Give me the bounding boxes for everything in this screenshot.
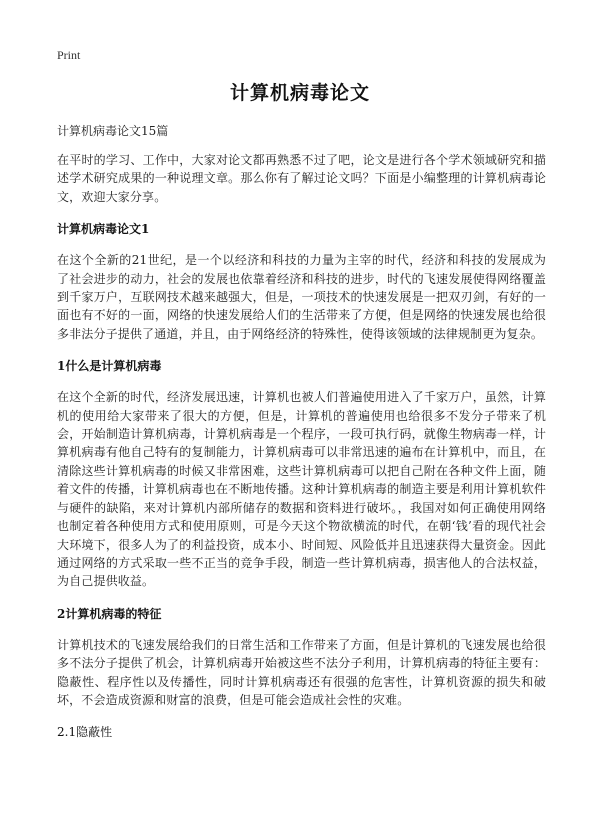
section-paragraph-1: 在这个全新的21世纪，是一个以经济和科技的力量为主宰的时代，经济和科技的发展成为了社会进步的动力，社会的发展也依靠着经济和科技的进步，时代的飞速发展使得网络覆盖到千家万户，互联网技术越来越强大，但是，一项技术的快速发展是一把双刃剑，有好的一面也有不好的一面，网络的快速发展给人们的生活带来了方便，但是网络的快速发展也给很多非法分子提供了通道，并且，由于网络经济的特殊性，使得该领域的法律规制更为复杂。 [57, 253, 546, 341]
section-heading-2: 1什么是计算机病毒 [57, 359, 162, 374]
document-subtitle: 计算机病毒论文15篇 [57, 124, 169, 138]
intro-paragraph: 在平时的学习、工作中，大家对论文都再熟悉不过了吧，论文是进行各个学术领域研究和描述学术研究成果的一种说理文章。那么你有了解过论文吗？下面是小编整理的计算机病毒论文，欢迎大家分享。 [57, 153, 546, 204]
section-heading-1: 计算机病毒论文1 [57, 222, 150, 237]
page-title: 计算机病毒论文 [229, 82, 370, 104]
section-heading-3: 2计算机病毒的特征 [57, 606, 162, 621]
section-paragraph-3: 计算机技术的飞速发展给我们的日常生活和工作带来了方面，但是计算机的飞速发展也给很多不法分子提供了机会，计算机病毒开始被这些不法分子利用，计算机病毒的特征主要有：隐蔽性、程序性以及传播性，同时计算机病毒还有很强的危害性，计算机资源的损失和破坏，不会造成资源和财富的浪费，但是可能会造成社会性的灾难。 [57, 637, 546, 707]
section-heading-4: 2.1隐蔽性 [57, 725, 113, 740]
document-body [57, 151, 546, 754]
print-link[interactable]: Print [57, 48, 81, 62]
section-paragraph-2: 在这个全新的时代，经济发展迅速，计算机也被人们普遍使用进入了千家万户，虽然，计算机的使用给大家带来了很大的方便，但是，计算机的普遍使用也给很多不发分子带来了机会，开始制造计算机病毒，计算机病毒是一个程序，一段可执行码，就像生物病毒一样，计算机病毒有他自己特有的复制能力，计算机病毒可以非常迅速的遍布在计算机中，而且，在清除这些计算机病毒的时候又非常困难，这些计算机病毒可以把自己附在各种文件上面，随着文件的传播，计算机病毒也在不断地传播。这种计算机病毒的制造主要是利用计算机软件与硬件的缺陷，来对计算机内部所储存的数据和资料进行破坏。，我国对如何正确使用网络也制定着各种使用方式和使用原则，可是今天这个物欲横流的时代，在朝‘钱’看的现代社会大环境下，很多人为了的利益投资，成本小、时间短、风险低并且迅速获得大量资金。因此通过网络的方式采取一些不正当的竞争手段，制造一些计算机病毒，损害他人的合法权益，为自己提供收益。 [57, 390, 546, 589]
